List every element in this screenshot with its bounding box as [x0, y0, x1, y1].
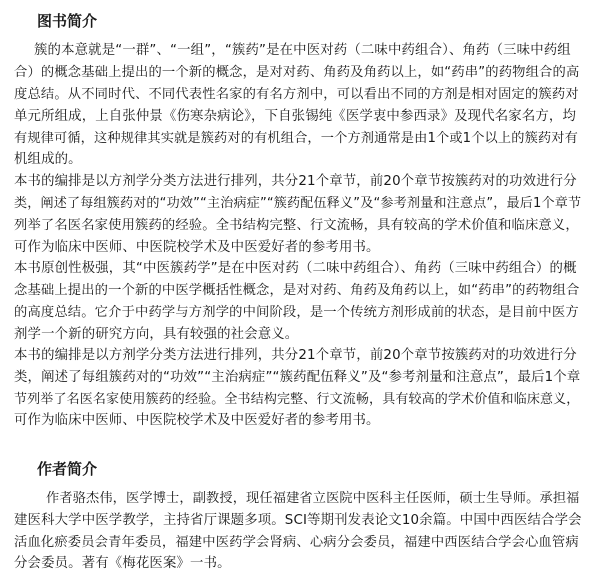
book-intro-line: 有规律可循，这种规律其实就是簇药对的有机组合，一个方剂通常是由1个或1个以上的簇药对有: [14, 131, 578, 146]
book-intro-line: 合）的概念基础上提出的一个新的概念，是对对药、角药及角药以上，如“药串”的药物组合的高: [14, 65, 580, 80]
book-intro-line: 节列举了名医名家使用簇药的经验。全书结构完整、行文流畅，具有较高的学术价值和临床意义，: [14, 392, 580, 407]
book-intro-line: 簇的本意就是“一群”、“一组”，“簇药”是在中医对药（二味中药组合）、角药（三味中药组: [34, 43, 571, 58]
book-intro-heading: 图书简介: [37, 12, 98, 30]
book-intro-line: 机组成的。: [14, 152, 82, 167]
book-intro-line: 本书的编排是以方剂学分类方法进行排列，共分21个章节，前20个章节按簇药对的功效进行分: [14, 174, 577, 189]
book-intro-line: 可作为临床中医师、中医院校学术及中医爱好者的参考用书。: [14, 240, 380, 255]
book-intro-line: 可作为临床中医师、中医院校学术及中医爱好者的参考用书。: [14, 413, 380, 428]
book-intro-line: 剂学一个新的研究方向，具有较强的社会意义。: [14, 327, 299, 342]
book-intro-line: 单元所组成，上自张仲景《伤寒杂病论》，下自张锡纯《医学衷中参西录》及现代名家名方，均: [14, 109, 577, 124]
book-intro-line: 类，阐述了每组簇药对的“功效”“主治病症”“簇药配伍释义”及“参考剂量和注意点”，最后1个章节: [14, 196, 582, 211]
book-intro-line: 列举了名医名家使用簇药的经验。全书结构完整、行文流畅，具有较高的学术价值和临床意义，: [14, 218, 579, 233]
book-intro-line: 本书的编排是以方剂学分类方法进行排列，共分21个章节，前20个章节按簇药对的功效进行分: [14, 348, 577, 363]
author-intro-line: 建医科大学中医学教学，主持省厅课题多项。SCI等期刊发表论文10余篇。中国中西医结合学会: [14, 513, 582, 528]
book-intro-line: 的高度总结。它介于中药学与方剂学的中间阶段，是一个传统方剂形成前的状态，是目前中医方: [14, 305, 579, 320]
author-intro-line: 活血化瘀委员会青年委员，福建中医药学会肾病、心病分会委员，福建中西医结合学会心血管病: [14, 535, 579, 550]
book-intro-line: 念基础上提出的一个新的中医学概括性概念，是对对药、角药及角药以上，如“药串”的药物组合: [14, 283, 580, 298]
book-intro-line: 度总结。从不同时代、不同代表性名家的有名方剂中，可以看出不同的方剂是相对固定的簇药对: [14, 87, 579, 102]
author-intro-heading: 作者简介: [37, 460, 98, 478]
book-intro-line: 本书原创性极强，其“中医簇药学”是在中医对药（二味中药组合）、角药（三味中药组合）的概: [14, 261, 577, 276]
author-intro-line: 作者骆杰伟，医学博士，副教授，现任福建省立医院中医科主任医师，硕士生导师。承担福: [46, 491, 580, 506]
author-intro-line: 分会委员。著有《梅花医案》一书。: [14, 556, 231, 571]
book-intro-line: 类，阐述了每组簇药对的“功效”“主治病症”“簇药配伍释义”及“参考剂量和注意点”，最后1个章: [14, 370, 581, 385]
